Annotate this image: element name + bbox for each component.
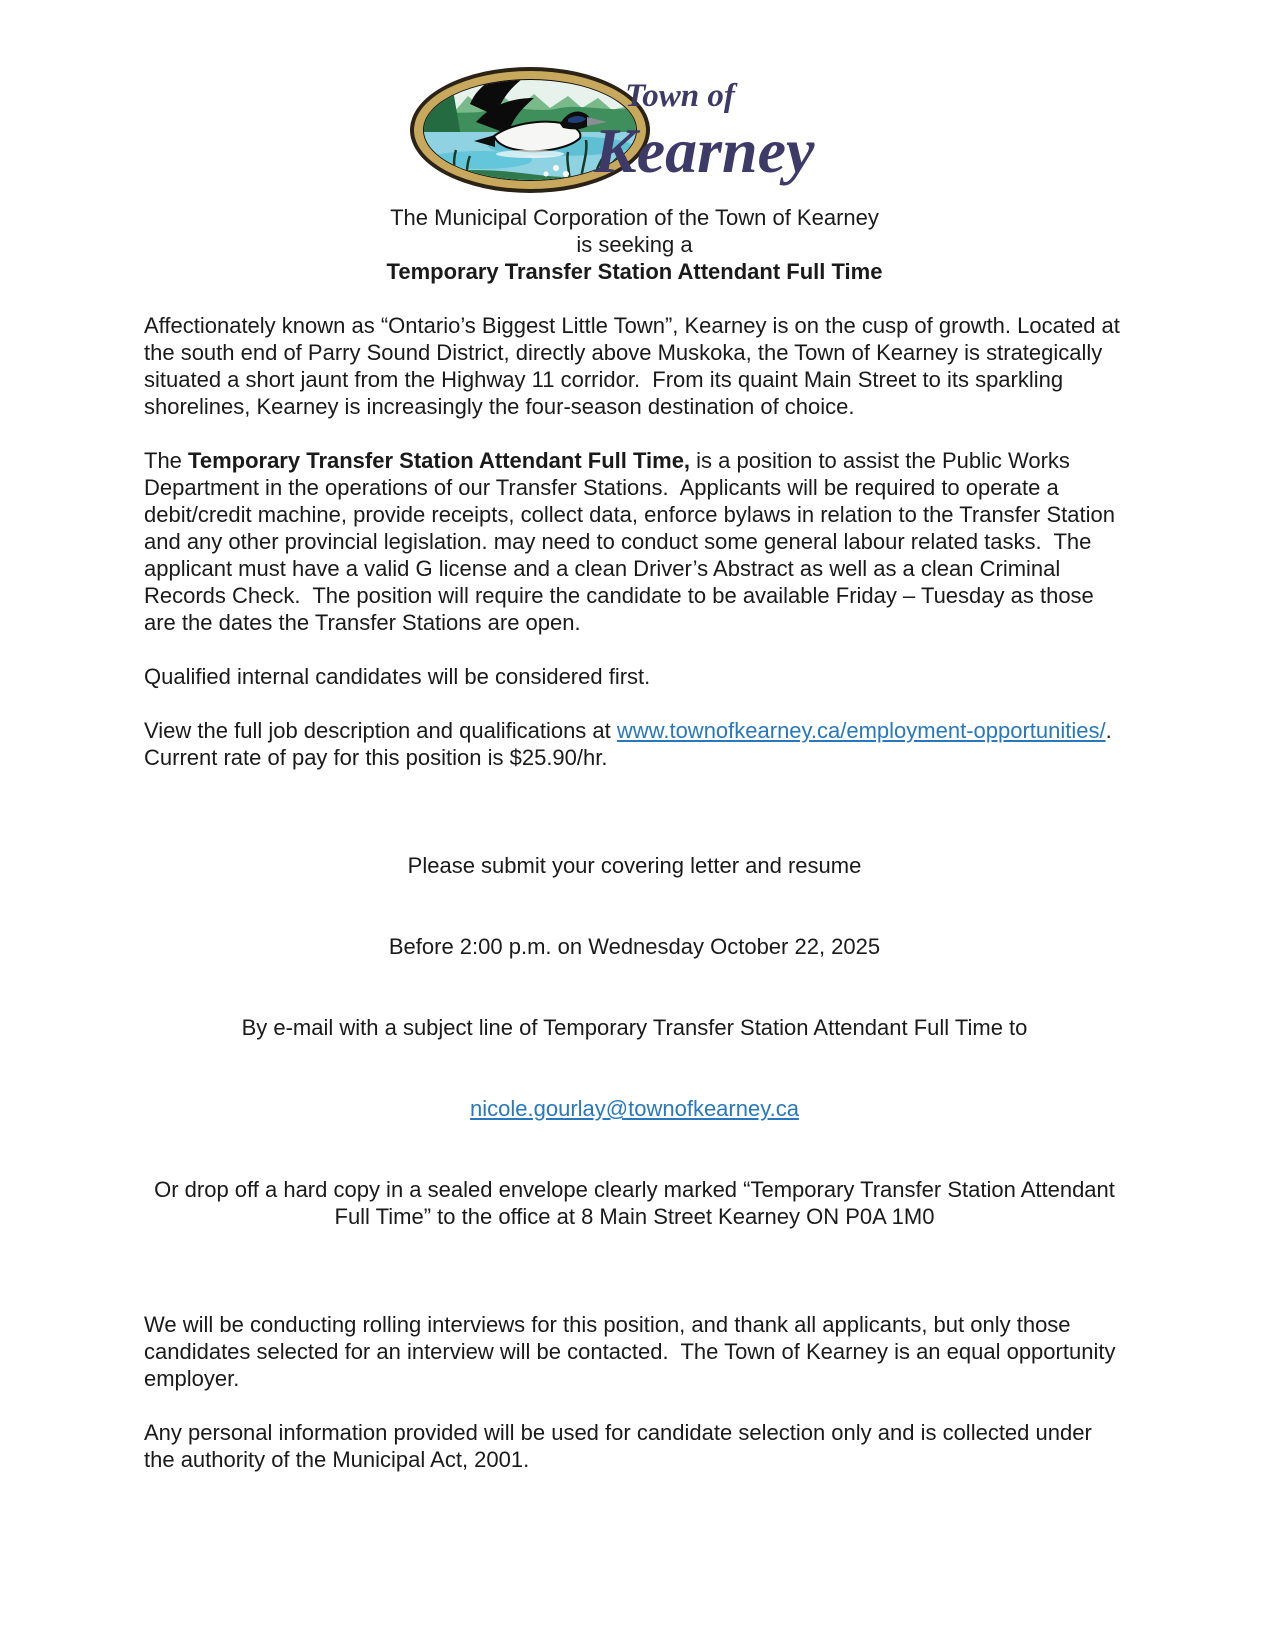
employment-opportunities-link[interactable]: www.townofkearney.ca/employment-opportunities/ [616,718,1106,743]
view-prefix: View the full job description and qualifications at [144,718,617,743]
paragraph-location: Affectionately known as “Ontario’s Biggest Little Town”, Kearney is on the cusp of growth. Located at the south end of Parry Sound District, directly above Muskoka, the Town of Kearney is strategically situated a short jaunt from the Highway 11 corridor. From its quaint Main Street to its sparkling shorelines, Kearney is increasingly the four-season destination of choice. [144,313,1127,419]
rate-of-pay-line: Current rate of pay for this position is $25.90/hr. [144,745,608,770]
submit-line-deadline: Before 2:00 p.m. on Wednesday October 22, 2025 [388,934,881,959]
submit-line-covering-letter: Please submit your covering letter and resume [407,853,862,878]
position-prefix: The [144,448,189,473]
logo-kearney-text: Kearney [594,115,815,186]
paragraph-interviews: We will be conducting rolling interviews for this position, and thank all applicants, but only those candidates selected for an interview will be contacted. The Town of Kearney is an equal opportunity employer. [144,1312,1122,1391]
job-title: Temporary Transfer Station Attendant Full Time [386,259,883,284]
paragraph-view-description [144,717,1125,771]
paragraph-internal-candidates: Qualified internal candidates will be considered first. [144,664,651,689]
position-title-bold: Temporary Transfer Station Attendant Full Time, [188,448,691,473]
intro-line-seeking: is seeking a [576,232,693,257]
submit-line-email [144,1095,1125,1122]
town-of-kearney-logo [410,62,840,202]
paragraph-position-description [144,447,1125,636]
position-rest: is a position to assist the Public Works Department in the operations of our Transfer Stations. Applicants will be required to operate a debit/credit machine, provide receipts, collect data, enforce bylaws in relation to the Transfer Station and any other provincial legislation. may need to conduct some general labour related tasks. The applicant must have a valid G license and a clean Driver’s Abstract as well as a clean Criminal Records Check. The position will require the candidate to be available Friday – Tuesday as those are the dates the Transfer Stations are open. [144,448,1122,635]
logo-town-of-text: Town of [625,78,735,114]
intro-block [144,204,1125,285]
submit-line-hard-copy: Or drop off a hard copy in a sealed envelope clearly marked “Temporary Transfer Station Attendant Full Time” to the office at 8 Main Street Kearney ON P0A 1M0 [154,1177,1122,1229]
intro-line-corporation: The Municipal Corporation of the Town of Kearney [390,205,879,230]
paragraph-privacy: Any personal information provided will be used for candidate selection only and is collected under the authority of the Municipal Act, 2001. [144,1420,1098,1472]
submit-line-email-subject: By e-mail with a subject line of Temporary Transfer Station Attendant Full Time to [241,1015,1028,1040]
email-link[interactable]: nicole.gourlay@townofkearney.ca [470,1096,799,1121]
view-suffix: . [1105,718,1112,743]
submission-instructions [144,798,1125,1284]
